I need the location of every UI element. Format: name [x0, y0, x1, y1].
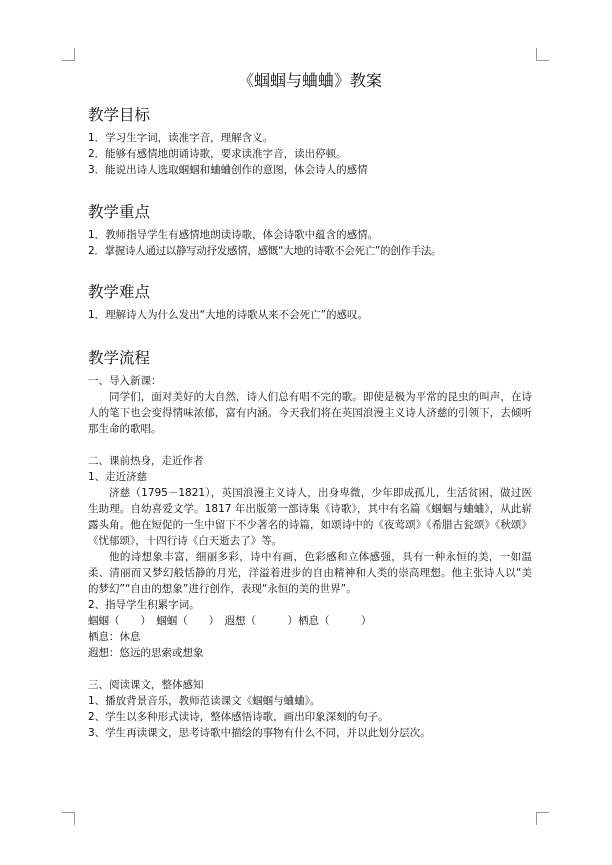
reading-step-item: 3、学生再读课文，思考诗歌中描绘的事物有什么不同，并以此划分层次。: [88, 727, 431, 739]
section-heading-goals: 教学目标: [88, 106, 151, 124]
goal-item: 1．学习生字词，读准字音，理解含义。: [88, 132, 274, 144]
process-part3-heading: 三、阅读课文，整体感知: [88, 679, 204, 691]
vocabulary-definition: 遐想：悠远的思索或想象: [88, 647, 204, 659]
author-style-paragraph: 他的诗想象丰富，细丽多彩，诗中有画，色彩感和立体感强，具有一种永恒的美，一如温柔、清丽而又梦幻般恬静的月光，洋溢着进步的自由精神和人类的崇高理想。他主张诗人以“美的梦幻”“自由的想象”进行创作，表现“永恒的美的世界”。: [88, 551, 532, 595]
document-title: 《蝈蝈与蛐蛐》教案: [237, 71, 382, 90]
document-body: [88, 70, 532, 741]
reading-step-item: 1、播放背景音乐，教师范读课文《蝈蝈与蛐蛐》。: [88, 695, 321, 707]
section-heading-process: 教学流程: [88, 349, 151, 367]
author-bio-paragraph: 济慈（1795－1821），英国浪漫主义诗人，出身卑微，少年即成孤儿，生活贫困，做过医生助理。自幼喜爱文学。1817 年出版第一部诗集《诗歌》，其中有名篇《蝈蝈与蛐蛐》，从此崭露头角。他在短促的一生中留下不少著名的诗篇，如颂诗中的《夜莺颂》《希腊古瓮颂》《秋颂》《忧郁颂》，十四行诗《白天逝去了》等。: [88, 487, 532, 547]
process-part2-heading: 二、课前热身，走近作者: [88, 455, 204, 467]
reading-step-item: 2、学生以多种形式读诗，整体感悟诗歌，画出印象深刻的句子。: [88, 711, 389, 723]
section-heading-key-points: 教学重点: [88, 203, 151, 221]
page-corner-mark-top-left: [62, 48, 75, 61]
process-part2-subheading: 1、走近济慈: [88, 471, 148, 483]
page-corner-mark-top-right: [536, 48, 549, 61]
vocabulary-definition: 栖息：休息: [88, 631, 141, 643]
section-heading-difficulties: 教学难点: [88, 283, 151, 301]
page-corner-mark-bottom-right: [536, 812, 549, 825]
process-part1-paragraph: 同学们，面对美好的大自然，诗人们总有唱不完的歌。即使是极为平常的昆虫的叫声，在诗人的笔下也会变得情味浓郁，富有内涵。今天我们将在英国浪漫主义诗人济慈的引领下，去倾听那生命的歌唱。: [88, 391, 532, 435]
key-point-item: 2．掌握诗人通过以静写动抒发感情，感慨“大地的诗歌不会死亡”的创作手法。: [88, 245, 442, 257]
key-point-item: 1．教师指导学生有感情地朗读诗歌，体会诗歌中蕴含的感情。: [88, 229, 379, 241]
goal-item: 3．能说出诗人选取蝈蝈和蛐蛐创作的意图，体会诗人的感情: [88, 164, 368, 176]
goal-item: 2．能够有感情地朗诵诗歌，要求读准字音，读出停顿。: [88, 148, 347, 160]
difficulty-item: 1．理解诗人为什么发出“大地的诗歌从来不会死亡”的感叹。: [88, 309, 369, 321]
process-part1-heading: 一、导入新课：: [88, 375, 162, 387]
process-part2-subheading: 2、指导学生积累字词。: [88, 599, 200, 611]
vocabulary-line: 蝈蝈（ ） 蝈蝈（ ） 遐想（ ）栖息（ ）: [88, 615, 372, 627]
page-corner-mark-bottom-left: [62, 812, 75, 825]
